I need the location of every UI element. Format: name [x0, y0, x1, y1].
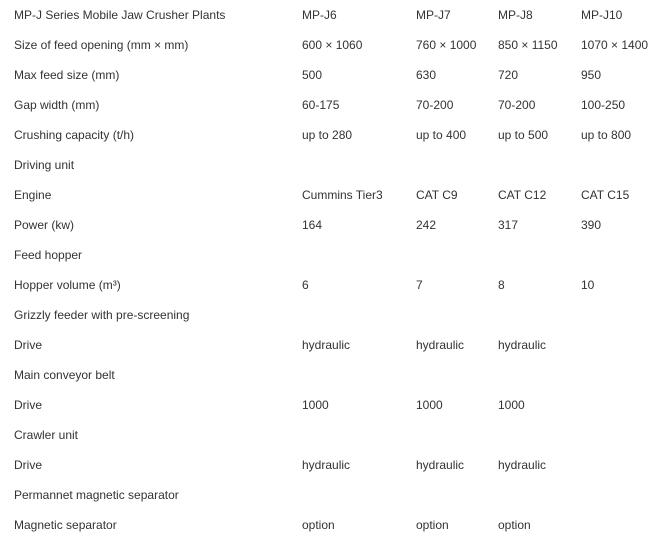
row-label: Hopper volume (m³)	[14, 278, 121, 292]
table-cell: CAT C15	[581, 188, 630, 202]
table-row	[0, 30, 660, 60]
table-cell: 317	[498, 218, 519, 232]
table-row	[0, 240, 660, 270]
row-label: Crushing capacity (t/h)	[14, 128, 135, 142]
table-cell: hydraulic	[302, 338, 351, 352]
table-cell: option	[302, 518, 335, 532]
table-row	[0, 210, 660, 240]
row-label: Power (kw)	[14, 218, 75, 232]
table-cell: 1000	[498, 398, 525, 412]
row-label: Magnetic separator	[14, 518, 117, 532]
table-header-row	[0, 0, 660, 30]
table-row	[0, 180, 660, 210]
row-label: Size of feed opening (mm × mm)	[14, 38, 189, 52]
table-cell: hydraulic	[498, 338, 547, 352]
table-cell: MP-J10	[581, 8, 623, 22]
table-row	[0, 360, 660, 390]
table-row	[0, 90, 660, 120]
table-cell: 70-200	[498, 98, 536, 112]
table-cell: 70-200	[416, 98, 454, 112]
table-cell: option	[416, 518, 449, 532]
table-row	[0, 60, 660, 90]
table-cell: 7	[416, 278, 423, 292]
table-row	[0, 300, 660, 330]
table-row	[0, 450, 660, 480]
row-label: Engine	[14, 188, 52, 202]
table-cell: 720	[498, 68, 519, 82]
row-label: Main conveyor belt	[14, 368, 115, 382]
table-row	[0, 420, 660, 450]
table-row	[0, 120, 660, 150]
table-cell: 1000	[416, 398, 443, 412]
table-cell: 10	[581, 278, 595, 292]
row-label: Crawler unit	[14, 428, 79, 442]
table-cell: CAT C12	[498, 188, 547, 202]
table-cell: up to 800	[581, 128, 632, 142]
row-label: Max feed size (mm)	[14, 68, 120, 82]
table-cell: 850 × 1150	[498, 38, 558, 52]
table-cell: CAT C9	[416, 188, 458, 202]
table-cell: 600 × 1060	[302, 38, 363, 52]
table-cell: 6	[302, 278, 309, 292]
table-row	[0, 330, 660, 360]
table-cell: 60-175	[302, 98, 340, 112]
row-label: Feed hopper	[14, 248, 83, 262]
table-cell: up to 500	[498, 128, 549, 142]
table-row	[0, 480, 660, 510]
table-cell: 390	[581, 218, 602, 232]
table-cell: MP-J7	[416, 8, 451, 22]
table-cell: 164	[302, 218, 323, 232]
table-cell: 100-250	[581, 98, 626, 112]
table-cell: 1000	[302, 398, 329, 412]
table-cell: 242	[416, 218, 437, 232]
table-row	[0, 150, 660, 180]
table-cell: MP-J6	[302, 8, 337, 22]
table-cell: hydraulic	[302, 458, 351, 472]
table-cell: hydraulic	[416, 338, 465, 352]
table-cell: 760 × 1000	[416, 38, 477, 52]
table-cell: 8	[498, 278, 505, 292]
table-cell: hydraulic	[416, 458, 465, 472]
table-cell: up to 400	[416, 128, 467, 142]
row-label: Drive	[14, 338, 43, 352]
row-label: Driving unit	[14, 158, 75, 172]
row-label: Permannet magnetic separator	[14, 488, 179, 502]
table-cell: 950	[581, 68, 602, 82]
table-cell: 630	[416, 68, 437, 82]
table-row	[0, 510, 660, 540]
row-label: Grizzly feeder with pre-screening	[14, 308, 190, 322]
table-cell: Cummins Tier3	[302, 188, 383, 202]
row-label: Drive	[14, 398, 43, 412]
table-row	[0, 270, 660, 300]
table-cell: hydraulic	[498, 458, 547, 472]
table-cell: 1070 × 1400	[581, 38, 649, 52]
table-title: MP-J Series Mobile Jaw Crusher Plants	[14, 8, 226, 22]
row-label: Gap width (mm)	[14, 98, 100, 112]
table-cell: MP-J8	[498, 8, 533, 22]
table-row	[0, 390, 660, 420]
table-cell: option	[498, 518, 531, 532]
table-cell: up to 280	[302, 128, 353, 142]
row-label: Drive	[14, 458, 43, 472]
table-cell: 500	[302, 68, 323, 82]
